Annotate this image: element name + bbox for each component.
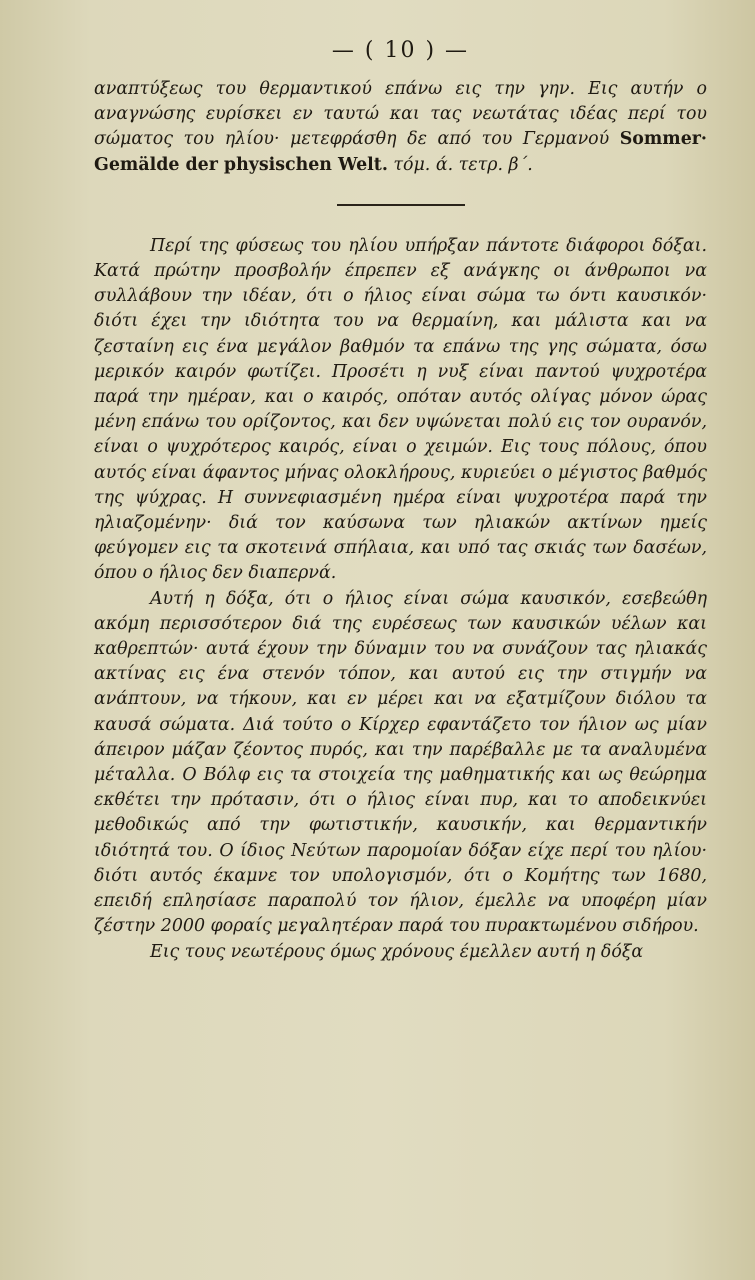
intro-text-before: αναπτύξεως του θερμαντικού επάνω εις την γην. Εις αυτήν ο αναγνώσης ευρίσκει εν ταυτώ και τας νεωτάτας ιδέας περί του σώματος του ηλίου· μετεφράσθη δε από του Γερμανού — [94, 79, 707, 150]
intro-text-after: τόμ. ά. τετρ. β΄. — [393, 154, 533, 175]
section-divider — [337, 204, 465, 206]
intro-roman-title: Sommer· Gemälde der physischen Welt. — [94, 129, 707, 175]
page-number: — ( 10 ) — — [331, 38, 470, 63]
body-paragraph-1: Περί της φύσεως του ηλίου υπήρξαν πάντοτε διάφοροι δόξαι. Κατά πρώτην προσβολήν έπρεπεν εξ ανάγκης οι άνθρωποι να συλλάβουν την ιδέαν, ότι ο ήλιος είναι σώμα τω όντι καυσικόν· διότι έχει την ιδιότητα του να θερμαίνη, και μάλιστα και να ζεσταίνη εις ένα μεγάλον βαθμόν τα επάνω της γης σώματα, όσω μερικόν καιρόν φωτίζει. Προσέτι η νυξ είναι παντού ψυχροτέρα παρά την ημέραν, και ο καιρός, οπόταν αυτός ολίγας μόνον ώρας μένη επάνω του ορίζοντος, και δεν υψώνεται πολύ εις τον ουρανόν, είναι ο ψυχρότερος καιρός, είναι ο χειμών. Εις τους πόλους, όπου αυτός είναι άφαντος μήνας ολοκλήρους, κυριεύει ο μέγιστος βαθμός της ψύχρας. Η συννεφιασμένη ημέρα είναι ψυχροτέρα παρά την ηλιαζομένην· διά τον καύσωνα των ηλιακών ακτίνων ημείς φεύγομεν εις τα σκοτεινά σπήλαια, και υπό τας σκιάς των δασέων, όπου ο ήλιος δεν διαπερνά. — [94, 235, 707, 584]
intro-paragraph — [94, 77, 707, 178]
body-paragraph-2: Αυτή η δόξα, ότι ο ήλιος είναι σώμα καυσικόν, εσεβεώθη ακόμη περισσότερον διά της ευρέσεως των καυσικών υέλων και καθρεπτών· αυτά έχουν την δύναμιν του να συνάζουν τας ηλιακάς ακτίνας εις ένα στενόν τόπον, και αυτού εις την στιγμήν να ανάπτουν, να τήκουν, και εν μέρει και να εξατμίζουν διόλου τα καυσά σώματα. Διά τούτο ο Κίρχερ εφαντάζετο τον ήλιον ως μίαν άπειρον μάζαν ζέοντος πυρός, και την παρέβαλλε με τα αναλυμένα μέταλλα. Ο Βόλφ εις τα στοιχεία της μαθηματικής και ως θεώρημα εκθέτει την πρότασιν, ότι ο ήλιος είναι πυρ, και το αποδεικνύει μεθοδικώς από την φωτιστικήν, καυσικήν, και θερμαντικήν ιδιότητά του. Ο ίδιος Νεύτων παρομοίαν δόξαν είχε περί του ηλίου· διότι αυτός έκαμνε τον υπολογισμόν, ότι ο Κομήτης των 1680, επειδή επλησίασε παραπολύ τον ήλιον, έμελλε να υποφέρη μίαν ζέστην 2000 φοραίς μεγαλητέραν παρά του πυρακτωμένου σιδήρου. — [94, 588, 707, 937]
body-paragraph-3: Εις τους νεωτέρους όμως χρόνους έμελλεν αυτή η δόξα — [150, 941, 644, 962]
